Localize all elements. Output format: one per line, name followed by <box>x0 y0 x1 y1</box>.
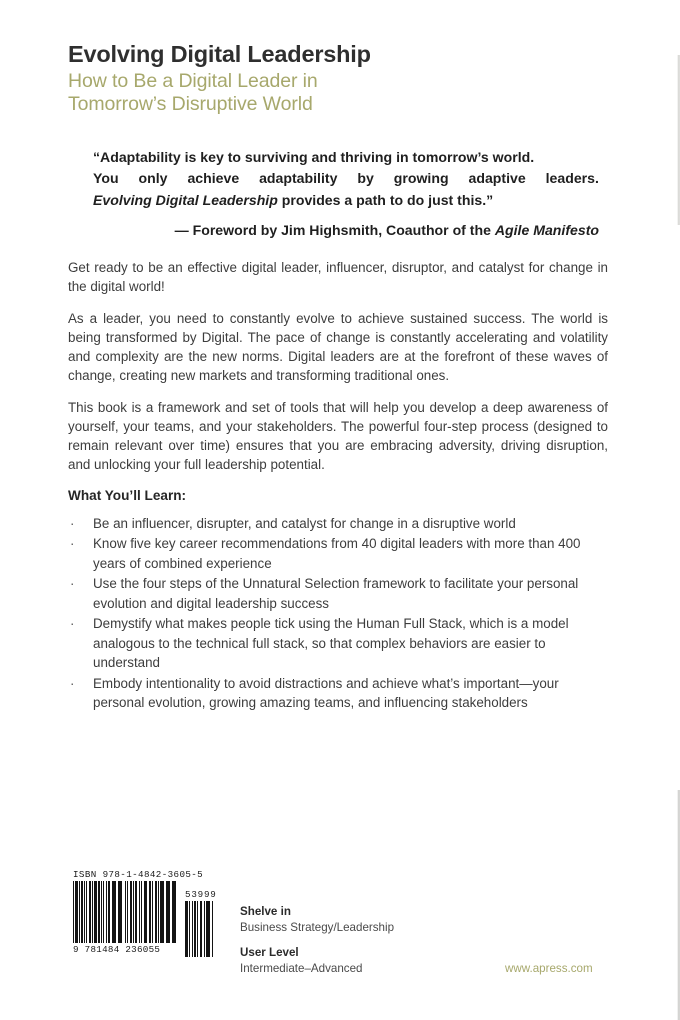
barcode-price-addon-bars <box>185 901 213 957</box>
what-youll-learn-item <box>68 514 608 533</box>
book-subtitle <box>68 70 608 116</box>
description-paragraph: Get ready to be an effective digital leader, influencer, disruptor, and catalyst for change in the digital world! <box>68 260 608 295</box>
attribution-prefix: — Foreword by Jim Highsmith, Coauthor of the <box>174 222 495 239</box>
quote-word: only <box>138 170 168 187</box>
quote-word: achieve <box>187 170 240 187</box>
what-youll-learn-item-text: Be an influencer, disrupter, and catalyst for change in a disruptive world <box>93 516 516 531</box>
barcode-ean13 <box>73 881 177 955</box>
what-youll-learn-item <box>68 614 608 672</box>
quote-line-2 <box>93 168 599 189</box>
barcode-group <box>73 869 217 957</box>
publisher-url[interactable]: www.apress.com <box>505 962 593 975</box>
description-paragraph: This book is a framework and set of tools that will help you develop a deep awareness of yourself, your teams, and your stakeholders. The powerful four-step process (designed to remain relevant over time) ensures that you are embracing adversity, driving disruption, and unlocking your full leadership potential. <box>68 400 608 473</box>
attribution-work-title: Agile Manifesto <box>494 222 599 239</box>
what-youll-learn-item-text: Know five key career recommendations from 40 digital leaders with more than 400 years of combined experience <box>93 536 581 571</box>
description-paragraph: As a leader, you need to constantly evolve to achieve sustained success. The world is being transformed by Digital. The pace of change is constantly accelerating and volatility and complexity are the new norms. Digital leaders are at the forefront of these waves of change, creating new markets and transforming traditional ones. <box>68 311 608 384</box>
quote-word: You <box>93 170 119 187</box>
what-youll-learn-item-text: Demystify what makes people tick using the Human Full Stack, which is a model analogous to the technical full stack, so that complex behaviors are easier to understand <box>93 616 569 671</box>
quote-word: leaders. <box>545 170 599 187</box>
what-youll-learn-item <box>68 674 608 713</box>
book-subtitle-line-1: How to Be a Digital Leader in <box>68 70 318 93</box>
user-level-value: Intermediate–Advanced <box>240 961 363 975</box>
barcode-bar <box>176 881 177 943</box>
quote-word: adaptability <box>259 170 338 187</box>
title-block <box>68 42 608 116</box>
what-youll-learn-item <box>68 574 608 613</box>
quote-word: adaptive <box>468 170 526 187</box>
what-youll-learn-list <box>68 514 608 712</box>
quote-line-3-rest: provides a path to do just this.” <box>277 191 494 208</box>
bullet-dot-icon: · <box>70 675 75 691</box>
bullet-dot-icon: · <box>70 516 75 531</box>
shelve-in-value: Business Strategy/Leadership <box>240 920 395 934</box>
what-youll-learn-item-text: Embody intentionality to avoid distractions and achieve what’s important—your personal evolution, growing amazing teams, and influencing stakeholders <box>93 675 559 710</box>
barcode-row <box>73 881 217 957</box>
quote-line-3 <box>93 190 599 211</box>
quote-word: growing <box>393 170 449 187</box>
quote-word: by <box>357 170 374 187</box>
pull-quote <box>93 147 599 242</box>
barcode-ean13-digits: 9 781484 236055 <box>73 944 161 955</box>
book-title: Evolving Digital Leadership <box>68 41 371 67</box>
bullet-dot-icon: · <box>70 616 75 632</box>
what-youll-learn-item-text: Use the four steps of the Unnatural Selection framework to facilitate your personal evolution and digital leadership success <box>93 576 579 611</box>
barcode-bar <box>212 901 213 957</box>
cover-footer <box>0 862 680 1020</box>
quote-attribution <box>93 220 599 241</box>
shelving-info <box>240 904 460 977</box>
barcode-ean13-bars <box>73 881 177 943</box>
what-youll-learn-section <box>68 488 608 713</box>
barcode-price-code: 53999 <box>185 889 217 900</box>
shelve-in-label: Shelve in <box>240 905 291 918</box>
isbn-label: ISBN 978-1-4842-3605-5 <box>73 869 204 880</box>
what-youll-learn-heading: What You’ll Learn: <box>68 488 187 503</box>
description-body <box>68 258 608 474</box>
quote-cited-title: Evolving Digital Leadership <box>93 191 278 208</box>
user-level-label: User Level <box>240 946 299 960</box>
barcode-price-addon <box>185 889 217 957</box>
quote-line-1: “Adaptability is key to surviving and thriving in tomorrow’s world. <box>93 149 535 165</box>
bullet-dot-icon: · <box>70 576 75 592</box>
what-youll-learn-item <box>68 534 608 573</box>
book-subtitle-line-2: Tomorrow’s Disruptive World <box>68 93 313 116</box>
bullet-dot-icon: · <box>70 536 75 552</box>
